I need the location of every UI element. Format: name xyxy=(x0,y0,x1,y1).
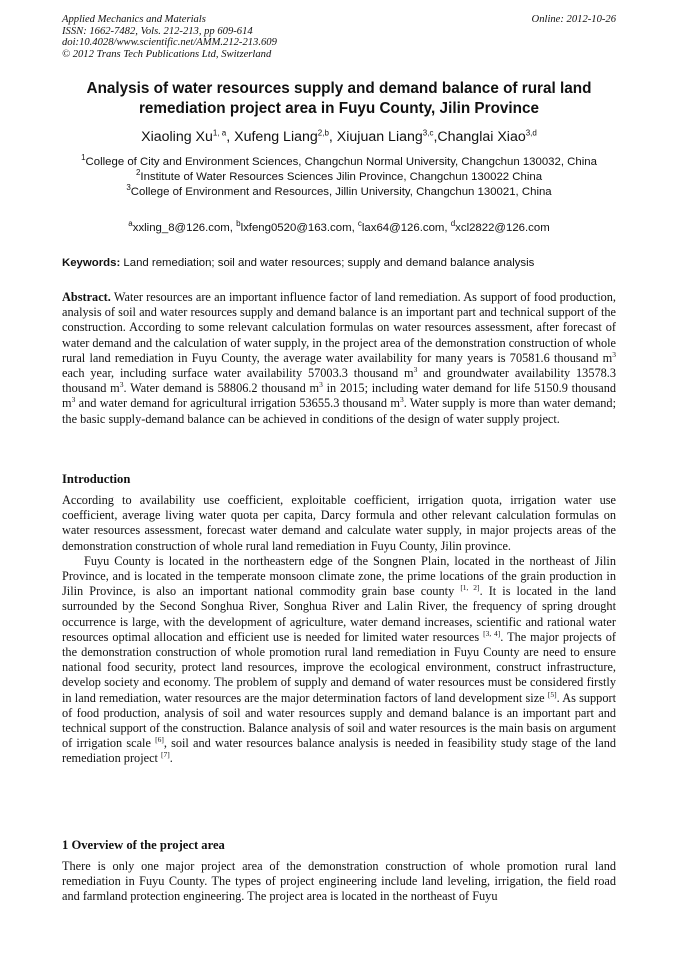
introduction-body xyxy=(62,493,616,767)
unit-sup: 3 xyxy=(399,395,404,405)
email: xxling_8@126.com, xyxy=(132,222,237,234)
unit-sup: 3 xyxy=(119,380,124,390)
copyright-line: © 2012 Trans Tech Publications Ltd, Switzerland xyxy=(62,48,272,60)
abstract-text: each year, including surface water availability 57003.3 thousand m xyxy=(62,366,414,381)
unit-sup: 3 xyxy=(612,349,616,359)
issn-line: ISSN: 1662-7482, Vols. 212-213, pp 609-614 xyxy=(62,25,253,37)
abstract xyxy=(62,290,616,427)
author-sup: 1, a xyxy=(212,128,227,138)
email-sup: c xyxy=(357,219,362,229)
author-name: Xiaoling Xu xyxy=(141,129,213,145)
section-heading-overview: 1 Overview of the project area xyxy=(62,838,225,852)
author-sup: 2,b xyxy=(317,128,329,138)
title-line-2: remediation project area in Fuyu County, Jilin Province xyxy=(138,100,540,117)
affiliation-list xyxy=(62,155,616,200)
affiliation xyxy=(62,170,616,185)
abstract-text: Water resources are an important influence factor of land remediation. As support of food production, analysis of soil and water resources supply and demand balance is an important part and technical support of the construction. According to some relevant calculation formulas on water resources assessment, after forecast of water demand and the calculation of water supply, in the project area of the demonstration construction of whole rural land remediation in Fuyu County, the average water availability for many years is 70581.6 thousand m xyxy=(62,290,616,365)
abstract-text: and groundwater availability 13578.3 thousand m xyxy=(62,366,616,396)
intro-paragraph-1: According to availability use coefficient, exploitable coefficient, irrigation quota, irrigation water use coefficient, average living water quota per capita, Darcy formula and other relevant calculation formulas on water resources assessment, forecast water demand and calculate water supply, in major projects areas of the demonstration construction of whole rural land remediation in Fuyu County, Jilin province. xyxy=(62,493,616,553)
author-sup: 3,d xyxy=(525,128,537,138)
intro-text: , soil and water resources balance analysis is needed in feasibility study stage of the land remediation project xyxy=(62,736,616,766)
online-date: Online: 2012-10-26 xyxy=(531,14,616,25)
intro-text: . xyxy=(169,751,173,766)
email-sup: d xyxy=(450,219,456,229)
author-name: Xufeng Liang xyxy=(234,129,318,145)
citation: [6] xyxy=(155,735,164,745)
intro-text: . As support of food production, analysis of soil and water resources supply and demand balance is an important part and technical support of the construction. Balance analysis of soil and water resources is the main basis on argument of irrigation scale xyxy=(62,690,616,751)
affiliation-sup: 3 xyxy=(126,183,131,193)
intro-text: . It is located in the land surrounded by the Second Songhua River, Songhua River and Lalin River, the frequency of spring drought occurrence is large, with the development of agriculture, water demand increases, scientific and rational water resources optimal allocation and efficient use is needed for limited water resources xyxy=(62,584,616,644)
author-name: Xiujuan Liang xyxy=(336,129,423,145)
abstract-text: . Water demand is 58806.2 thousand m xyxy=(123,381,320,396)
unit-sup: 3 xyxy=(413,364,418,374)
email: lax64@126.com, xyxy=(361,222,451,234)
affiliation-sup: 2 xyxy=(135,168,141,178)
abstract-text: . Water supply is more than water demand; the basic supply-demand balance can be achieved in conditions of the design of water supply project. xyxy=(62,396,616,426)
author-sup: 3,c xyxy=(422,128,434,138)
abstract-label: Abstract. xyxy=(62,290,111,304)
citation: [7] xyxy=(161,750,170,760)
email: lxfeng0520@163.com, xyxy=(240,222,358,234)
abstract-paragraph xyxy=(62,290,616,427)
author-name: Changlai Xiao xyxy=(437,129,526,145)
section1-paragraph-1: There is only one major project area of the demonstration construction of whole promotion rural land remediation in Fuyu County. The types of project engineering include land leveling, irrigation, the field road and farmland protection engineering. The project area is located in the northeast of Fuyu xyxy=(62,859,616,904)
abstract-text: in 2015; including water demand for life 5150.9 thousand m xyxy=(62,381,617,411)
section1-body xyxy=(62,859,616,905)
affiliation-text: Institute of Water Resources Sciences Jilin Province, Changchun 130022 China xyxy=(140,171,543,183)
author-list xyxy=(62,128,616,146)
email-sup: a xyxy=(128,219,133,229)
paper-title xyxy=(62,79,616,119)
author-sep: , xyxy=(226,129,235,145)
keywords-text: Land remediation; soil and water resources; supply and demand balance analysis xyxy=(120,257,535,269)
citation: [3, 4] xyxy=(483,628,501,638)
citation: [5] xyxy=(547,689,557,699)
intro-text: Fuyu County is located in the northeastern edge of the Songnen Plain, located in the northeast of Jilin Province, and is located in the temperate monsoon climate zone, the prime locations of the grain production in Jilin Province, is also an important national commodity grain base county xyxy=(62,553,616,599)
author-sep: , xyxy=(433,129,438,145)
keywords xyxy=(62,256,616,271)
author-sep: , xyxy=(328,129,337,145)
unit-sup: 3 xyxy=(319,380,323,390)
affiliation xyxy=(62,155,616,170)
email-list xyxy=(62,221,616,236)
keywords-label: Keywords: xyxy=(62,257,121,269)
abstract-text: and water demand for agricultural irrigation 53655.3 thousand m xyxy=(75,396,400,411)
affiliation-sup: 1 xyxy=(81,153,86,163)
email: xcl2822@126.com xyxy=(455,222,550,234)
citation: [1, 2] xyxy=(460,583,480,593)
section-heading-introduction: Introduction xyxy=(62,472,131,486)
affiliation xyxy=(62,185,616,200)
journal-name: Applied Mechanics and Materials xyxy=(62,14,206,25)
doi-line: doi:10.4028/www.scientific.net/AMM.212-213.609 xyxy=(62,37,277,49)
affiliation-text: College of Environment and Resources, Jillin University, Changchun 130021, China xyxy=(130,186,552,198)
intro-text: . The major projects of the demonstration construction of whole promotion rural land remediation in Fuyu County are need to ensure national food security, protect land resources, improve the ecological environment, construct infrastructure, develop society and economy. The problem of supply and demand of water resources must be considered firstly in land remediation, water resources are the major determination factors of land development size xyxy=(62,629,616,705)
email-sup: b xyxy=(236,219,241,229)
journal-header xyxy=(62,14,616,60)
affiliation-text: College of City and Environment Sciences, Changchun Normal University, Changchun 130032, China xyxy=(85,156,597,168)
intro-paragraph-2 xyxy=(62,554,616,767)
title-line-1: Analysis of water resources supply and demand balance of rural land xyxy=(86,80,592,97)
unit-sup: 3 xyxy=(71,395,76,405)
